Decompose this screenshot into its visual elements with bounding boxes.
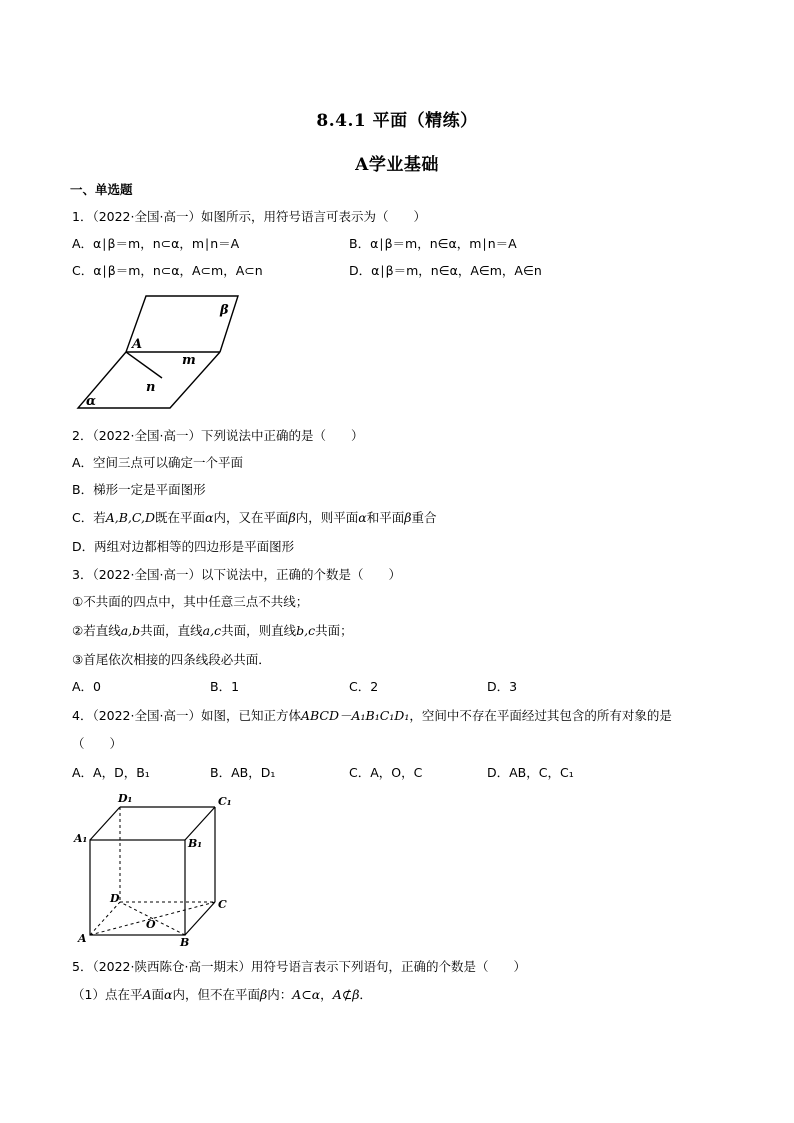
q1-option-c: C．α∣β＝m，n⊂α，A⊂m，A⊂n (72, 263, 263, 278)
fig1-label-alpha: α (86, 394, 97, 409)
cube-label-a: A (78, 932, 87, 945)
section-heading: 一、单选题 (70, 182, 133, 197)
q3-option-c: C．2 (349, 679, 379, 694)
cube-front-face (90, 840, 185, 935)
q1-figure (70, 290, 250, 415)
cube-label-c: C (218, 898, 227, 911)
q5-stem: 5．（2022·陕西陈仓·高一期末）用符号语言表示下列语句，正确的个数是（ ） (72, 959, 526, 974)
hidden-edge-a-d (90, 902, 120, 935)
q4-cube-figure (70, 790, 240, 950)
q2-stem: 2．（2022·全国·高一）下列说法中正确的是（ ） (72, 428, 364, 443)
cube-label-c1: C₁ (218, 795, 232, 808)
cube-label-o: O (146, 918, 156, 931)
q1-stem: 1．（2022·全国·高一）如图所示，用符号语言可表示为（ ） (72, 209, 426, 224)
q3-statement-1: ①不共面的四点中，其中任意三点不共线； (72, 594, 309, 609)
q4-option-b: B．AB，D₁ (210, 765, 276, 780)
q5-statement-1: （1）点在平A面α内，但不在平面β内：A⊂α，A⊄β． (72, 987, 372, 1002)
q3-option-d: D．3 (487, 679, 518, 694)
q3-statement-2: ②若直线a,b共面，直线a,c共面，则直线b,c共面； (72, 623, 353, 638)
edge-b-c (185, 902, 215, 935)
q4-stem: 4．（2022·全国·高一）如图，已知正方体ABCD－A₁B₁C₁D₁，空间中不存在平面经过其包含的所有对象的是 (72, 708, 672, 723)
q3-option-b: B．1 (210, 679, 240, 694)
q2-option-a: A．空间三点可以确定一个平面 (72, 455, 244, 470)
q2-option-c: C．若A,B,C,D既在平面α内，又在平面β内，则平面α和平面β重合 (72, 510, 437, 525)
edge-a1-d1 (90, 807, 120, 840)
page-subtitle: A学业基础 (355, 155, 439, 175)
q3-option-a: A．0 (72, 679, 102, 694)
edge-b1-c1 (185, 807, 215, 840)
fig1-label-n: n (146, 380, 156, 395)
q4-option-c: C．A，O，C (349, 765, 423, 780)
q3-stem: 3．（2022·全国·高一）以下说法中，正确的个数是（ ） (72, 567, 401, 582)
cube-label-b: B (180, 936, 190, 949)
cube-label-d: D (110, 892, 120, 905)
fig1-label-a: A (132, 337, 143, 352)
page-title: 8.4.1 平面（精练） (316, 111, 478, 131)
q4-option-d: D．AB，C，C₁ (487, 765, 574, 780)
q4-option-a: A．A，D，B₁ (72, 765, 150, 780)
q1-option-d: D．α∣β＝m，n∈α，A∈m，A∈n (349, 263, 542, 278)
cube-label-d1: D₁ (118, 792, 133, 805)
fig1-label-beta: β (220, 303, 229, 318)
q2-option-d: D．两组对边都相等的四边形是平面图形 (72, 539, 295, 554)
fig1-label-m: m (182, 353, 196, 368)
q1-option-b: B．α∣β＝m，n∈α，m∣n＝A (349, 236, 517, 251)
line-n (126, 352, 162, 378)
q4-answer-paren: （ ） (72, 736, 123, 751)
q1-option-a: A．α∣β＝m，n⊂α，m∣n＝A (72, 236, 240, 251)
q3-statement-3: ③首尾依次相接的四条线段必共面． (72, 652, 271, 667)
cube-label-b1: B₁ (188, 837, 203, 850)
cube-label-a1: A₁ (74, 832, 88, 845)
q2-option-b: B．梯形一定是平面图形 (72, 482, 206, 497)
